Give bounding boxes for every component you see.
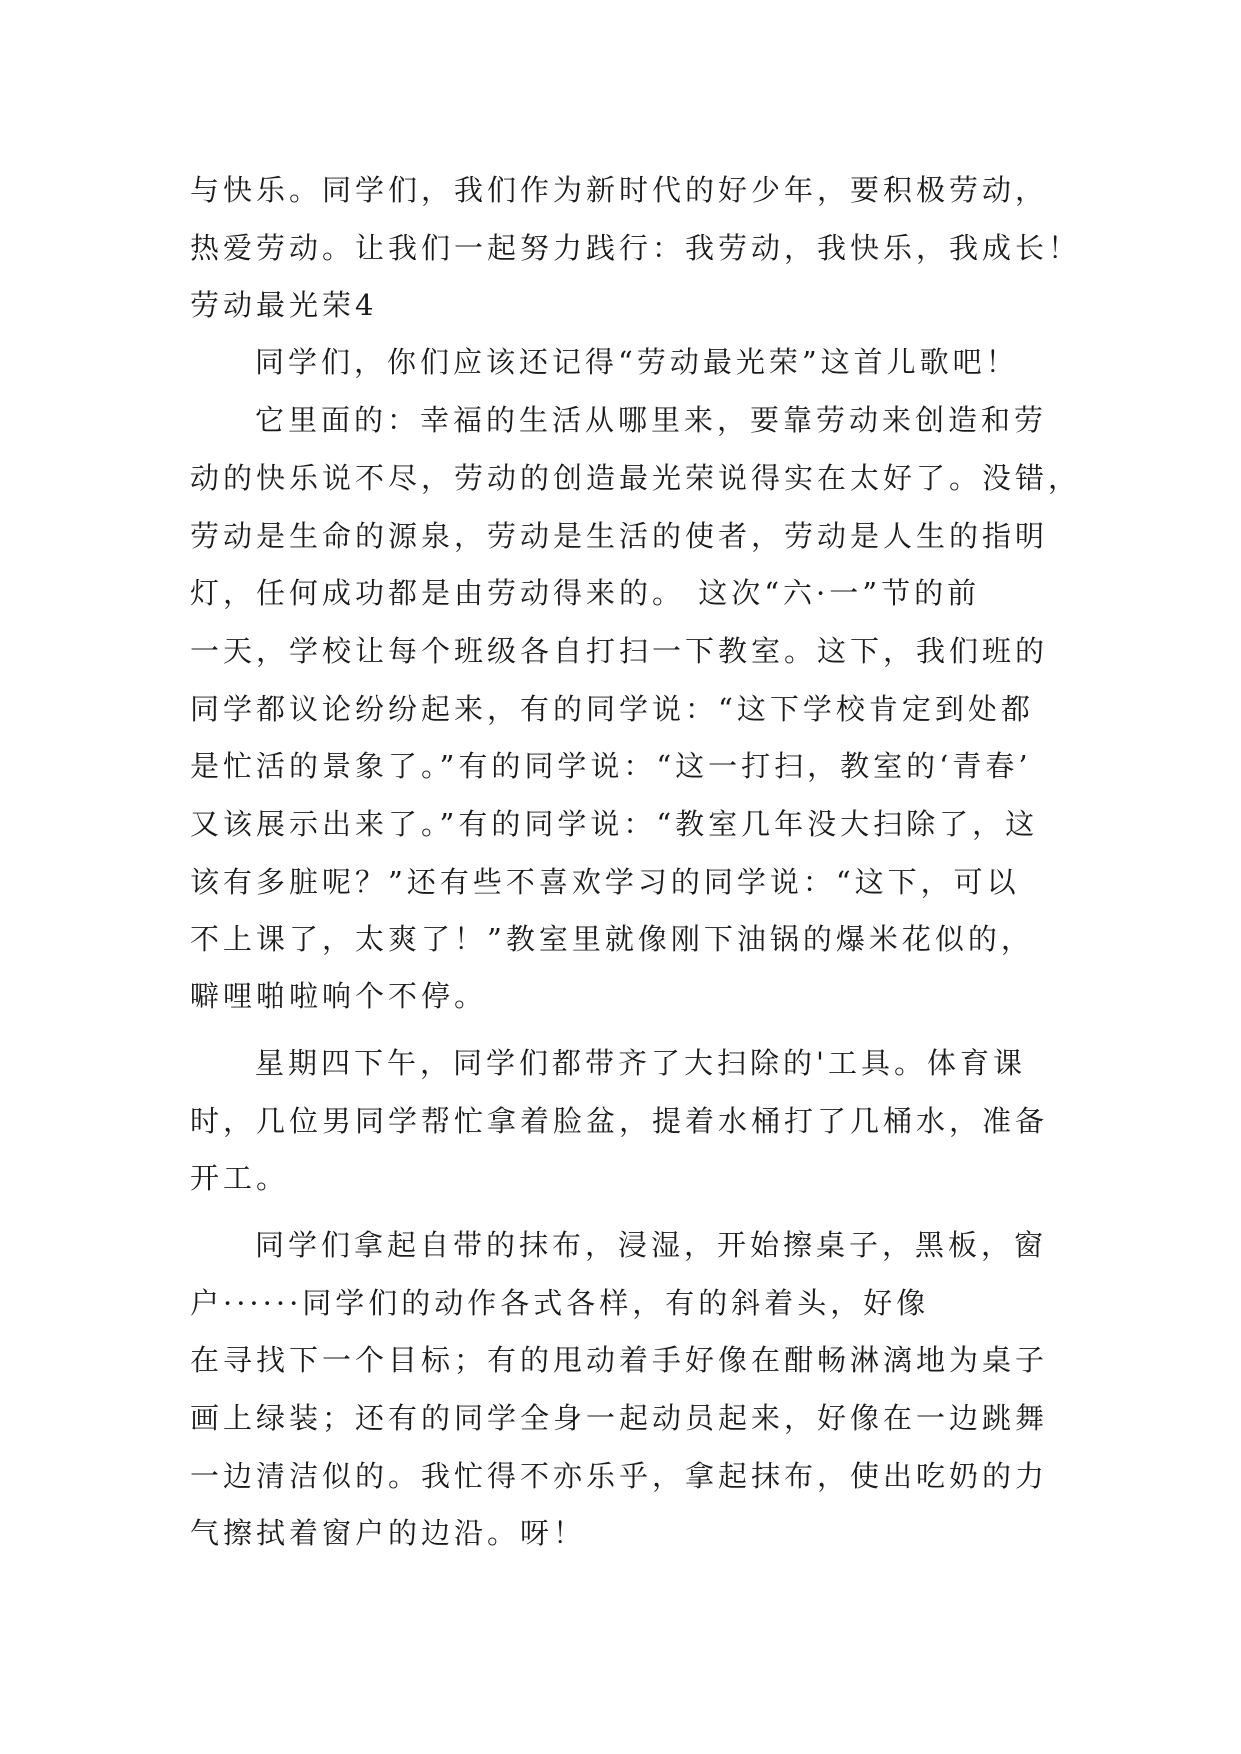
text-line: 画上绿装；还有的同学全身一起动员起来，好像在一边跳舞 (190, 1401, 1049, 1435)
text-line: 在寻找下一个目标；有的甩动着手好像在酣畅淋漓地为桌子 (190, 1343, 1049, 1377)
text-line: 时，几位男同学帮忙拿着脸盆，提着水桶打了几桶水，准备 (190, 1104, 1049, 1138)
text-line: 劳动是生命的源泉，劳动是生活的使者，劳动是人生的指明 (190, 519, 1049, 553)
text-line: 噼哩啪啦响个不停。 (190, 979, 488, 1013)
text-line: 又该展示出来了。”有的同学说：“教室几年没大扫除了，这 (190, 807, 1039, 841)
text-line: 星期四下午，同学们都带齐了大扫除的'工具。体育课 (255, 1046, 1026, 1080)
text-line: 不上课了，太爽了！”教室里就像刚下油锅的爆米花似的， (190, 922, 1034, 956)
section-heading: 劳动最光荣4 (190, 288, 378, 322)
text-line: 它里面的：幸福的生活从哪里来，要靠劳动来创造和劳 (255, 403, 1048, 437)
text-line: 开工。 (190, 1161, 290, 1195)
text-line: 同学们拿起自带的抹布，浸湿，开始擦桌子，黑板，窗 (255, 1228, 1048, 1262)
text-line: 户······同学们的动作各式各样，有的斜着头，好像 (190, 1286, 930, 1320)
text-line: 同学都议论纷纷起来，有的同学说：“这下学校肯定到处都 (190, 692, 1034, 726)
text-line: 热爱劳动。让我们一起努力践行：我劳动，我快乐，我成长！ (190, 231, 1082, 265)
text-line: 该有多脏呢？”还有些不喜欢学习的同学说：“这下，可以 (190, 865, 1020, 899)
text-line: 同学们，你们应该还记得“劳动最光荣”这首儿歌吧！ (255, 345, 1019, 379)
text-line: 灯，任何成功都是由劳动得来的。 这次“六·一”节的前 (190, 576, 981, 610)
text-line: 动的快乐说不尽，劳动的创造最光荣说得实在太好了。没错， (190, 461, 1082, 495)
text-line: 一边清洁似的。我忙得不亦乐乎，拿起抹布，使出吃奶的力 (190, 1459, 1049, 1493)
text-line: 与快乐。同学们，我们作为新时代的好少年，要积极劳动， (190, 173, 1049, 207)
text-line: 一天，学校让每个班级各自打扫一下教室。这下，我们班的 (190, 634, 1049, 668)
text-line: 是忙活的景象了。”有的同学说：“这一打扫，教室的‘青春’ (190, 749, 1032, 783)
text-line: 气擦拭着窗户的边沿。呀！ (190, 1516, 587, 1550)
